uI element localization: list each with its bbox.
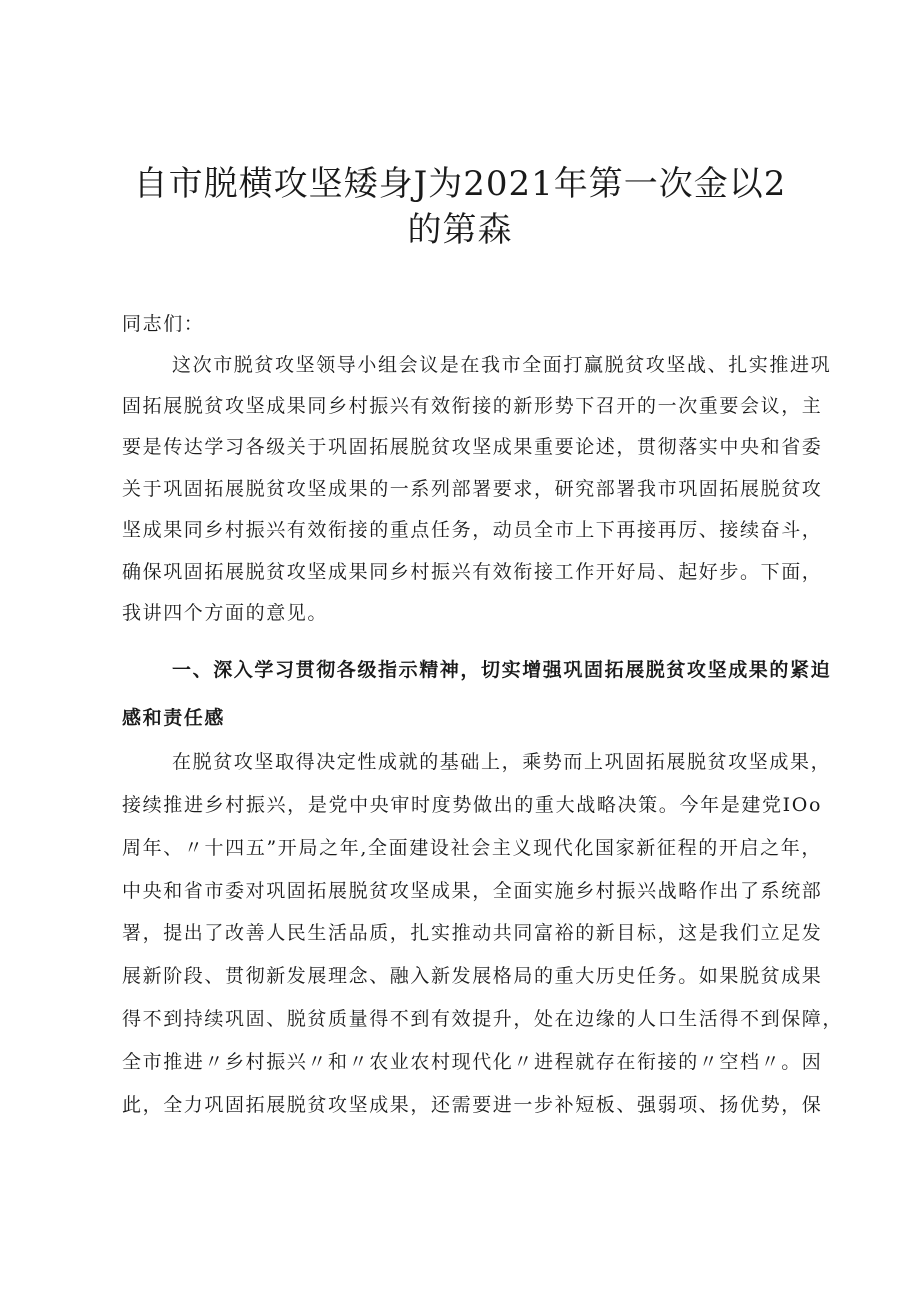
paragraph-1-line: 确保巩固拓展脱贫攻坚成果同乡村振兴有效衔接工作开好局、起好步。下面，: [122, 561, 823, 583]
document-title-line-2: 的第森: [407, 210, 513, 250]
paragraph-2-line: 展新阶段、贯彻新发展理念、融入新发展格局的重大历史任务。如果脱贫成果: [122, 965, 823, 987]
paragraph-2-line: 接续推进乡村振兴，是党中央审时度势做出的重大战略决策。今年是建党IOo: [122, 794, 822, 816]
section-heading-line: 感和责任感: [122, 707, 226, 729]
paragraph-1-line: 要是传达学习各级关于巩固拓展脱贫攻坚成果重要论述，贯彻落实中央和省委: [122, 436, 823, 458]
paragraph-1-line: 这次市脱贫攻坚领导小组会议是在我市全面打赢脱贫攻坚战、扎实推进巩: [172, 354, 832, 376]
paragraph-2-line: 得不到持续巩固、脱贫质量得不到有效提升，处在边缘的人口生活得不到保障，: [122, 1008, 844, 1030]
paragraph-1-line: 我讲四个方面的意见。: [122, 602, 329, 624]
paragraph-1-line: 固拓展脱贫攻坚成果同乡村振兴有效衔接的新形势下召开的一次重要会议，主: [122, 395, 823, 417]
paragraph-1-line: 坚成果同乡村振兴有效衔接的重点任务，动员全市上下再接再厉、接续奋斗，: [122, 519, 823, 541]
paragraph-2-line: 全市推进〃乡村振兴〃和〃农业农村现代化〃进程就存在衔接的〃空档〃。因: [122, 1051, 823, 1073]
paragraph-2-line: 在脱贫攻坚取得决定性成就的基础上，乘势而上巩固拓展脱贫攻坚成果，: [172, 751, 832, 773]
document-title-line-1: 自市脱横攻坚矮身J为2021年第一次金以2: [133, 164, 787, 204]
paragraph-2-line: 署，提出了改善人民生活品质，扎实推动共同富裕的新目标，这是我们立足发: [122, 922, 823, 944]
paragraph-1-line: 关于巩固拓展脱贫攻坚成果的一系列部署要求，研究部署我市巩固拓展脱贫攻: [122, 478, 823, 500]
salutation: 同志们：: [122, 313, 205, 335]
paragraph-2-line: 中央和省市委对巩固拓展脱贫攻坚成果，全面实施乡村振兴战略作出了系统部: [122, 880, 823, 902]
paragraph-2-line: 此，全力巩固拓展脱贫攻坚成果，还需要进一步补短板、强弱项、扬优势，保: [122, 1094, 823, 1116]
paragraph-2-line: 周年、〃十四五”开局之年,全面建设社会主义现代化国家新征程的开启之年，: [122, 837, 822, 859]
section-heading-line: 一、深入学习贯彻各级指示精神，切实增强巩固拓展脱贫攻坚成果的紧迫: [172, 659, 832, 681]
